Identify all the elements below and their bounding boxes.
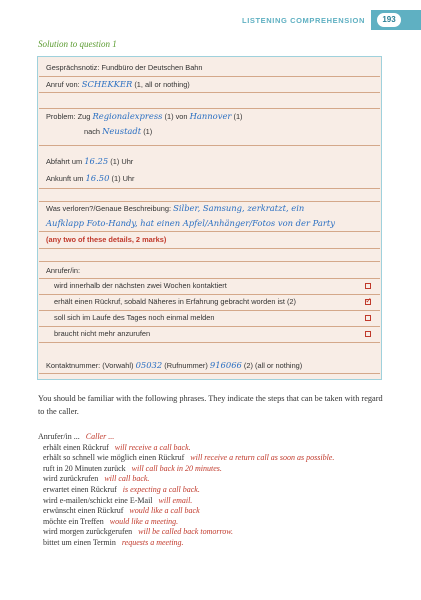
option-row xyxy=(54,297,375,306)
phrase-item: wird zurückrufen will call back. xyxy=(43,474,150,484)
kontakt-row xyxy=(46,360,375,370)
ankunft-mark: (1) Uhr xyxy=(111,174,135,183)
kontakt-ruf-label: (Rufnummer) xyxy=(164,361,208,370)
kontakt-mark: (2) (all or nothing) xyxy=(243,361,303,370)
option-mark: (2) xyxy=(286,297,296,306)
phrase-item: erhält so schnell wie möglich einen Rückruf will receive a return call as soon as possible. xyxy=(43,453,335,463)
intro-paragraph: You should be familiar with the following phrases. They indicate the steps that can be taken with regard to the caller. xyxy=(38,394,383,416)
option-text: wird innerhalb der nächsten zwei Wochen kontaktiert xyxy=(54,281,227,290)
phrase-item: wird e-mailen/schickt eine E-Mail will email. xyxy=(43,495,193,505)
abfahrt-row xyxy=(46,156,375,166)
option-checkbox[interactable] xyxy=(365,315,371,321)
verloren-row xyxy=(46,203,375,213)
option-row xyxy=(54,313,375,322)
option-text: braucht nicht mehr anzurufen xyxy=(54,329,151,338)
page-tab xyxy=(371,10,421,30)
verloren-note: (any two of these details, 2 marks) xyxy=(46,235,167,244)
phrase-header: Anrufer/in ... Caller ... xyxy=(38,432,115,441)
page-number: 193 xyxy=(377,13,401,27)
option-checkbox[interactable] xyxy=(365,283,371,289)
phrase-item: möchte ein Treffen would like a meeting. xyxy=(43,516,179,526)
kontakt-ruf: 916066 xyxy=(209,360,242,370)
phrase-item: erwartet einen Rückruf is expecting a call back. xyxy=(43,484,200,494)
option-checkbox[interactable] xyxy=(365,331,371,337)
abfahrt-label: Abfahrt um xyxy=(46,157,83,166)
kontakt-vorwahl: 05032 xyxy=(135,360,163,370)
form-title: Gesprächsnotiz: Fundbüro der Deutschen Bahn xyxy=(46,63,203,72)
phrase-item: ruft in 20 Minuten zurück will call back in 20 minutes. xyxy=(43,463,222,473)
nach-value: Neustadt xyxy=(102,126,142,136)
checkmark-icon: ✓ xyxy=(365,296,372,305)
nach-label: nach xyxy=(84,127,101,136)
option-row xyxy=(54,281,375,290)
abfahrt-value: 16.25 xyxy=(84,156,109,166)
phrase-item: wird morgen zurückgerufen will be called back tomorrow. xyxy=(43,527,234,537)
problem-row xyxy=(46,111,375,121)
problem-from: Hannover xyxy=(189,111,232,121)
phrase-item: bittet um einen Termin requests a meeting. xyxy=(43,537,184,547)
anruf-value: SCHEKKER xyxy=(81,79,133,89)
problem-mark-1: (1) von xyxy=(164,112,188,121)
problem-label: Problem: Zug xyxy=(46,112,91,121)
verloren-label: Was verloren?/Genaue Beschreibung: xyxy=(46,204,172,213)
section-title: LISTENING COMPREHENSION xyxy=(242,16,365,25)
anruf-mark: (1, all or nothing) xyxy=(134,80,190,89)
solution-title: Solution to question 1 xyxy=(38,39,117,49)
option-text: erhält einen Rückruf, sobald Näheres in Erfahrung gebracht worden ist xyxy=(54,297,285,306)
phrase-list xyxy=(38,432,398,549)
verloren-row-2 xyxy=(46,218,375,228)
anruf-label: Anruf von: xyxy=(46,80,80,89)
problem-train: Regionalexpress xyxy=(92,111,163,121)
option-row xyxy=(54,329,375,338)
nach-row xyxy=(84,126,375,136)
anruf-row xyxy=(46,79,375,89)
abfahrt-mark: (1) Uhr xyxy=(110,157,134,166)
phrase-item: erhält einen Rückruf will receive a call back. xyxy=(43,442,191,452)
page-header xyxy=(221,10,421,30)
ankunft-row xyxy=(46,173,375,183)
verloren-value-1: Silber, Samsung, zerkratzt, ein xyxy=(173,203,305,213)
ankunft-label: Ankunft um xyxy=(46,174,84,183)
anrufer-label: Anrufer/in: xyxy=(46,266,81,275)
nach-mark: (1) xyxy=(143,127,153,136)
problem-mark-2: (1) xyxy=(233,112,243,121)
telephone-note-form xyxy=(37,56,382,380)
kontakt-label: Kontaktnummer: (Vorwahl) xyxy=(46,361,134,370)
verloren-value-2: Aufklapp Foto-Handy, hat einen Apfel/Anhänger/Fotos von der Party xyxy=(46,218,336,228)
phrase-item: erwünscht einen Rückruf would like a call back xyxy=(43,506,200,516)
option-text: soll sich im Laufe des Tages noch einmal melden xyxy=(54,313,215,322)
ankunft-value: 16.50 xyxy=(85,173,110,183)
